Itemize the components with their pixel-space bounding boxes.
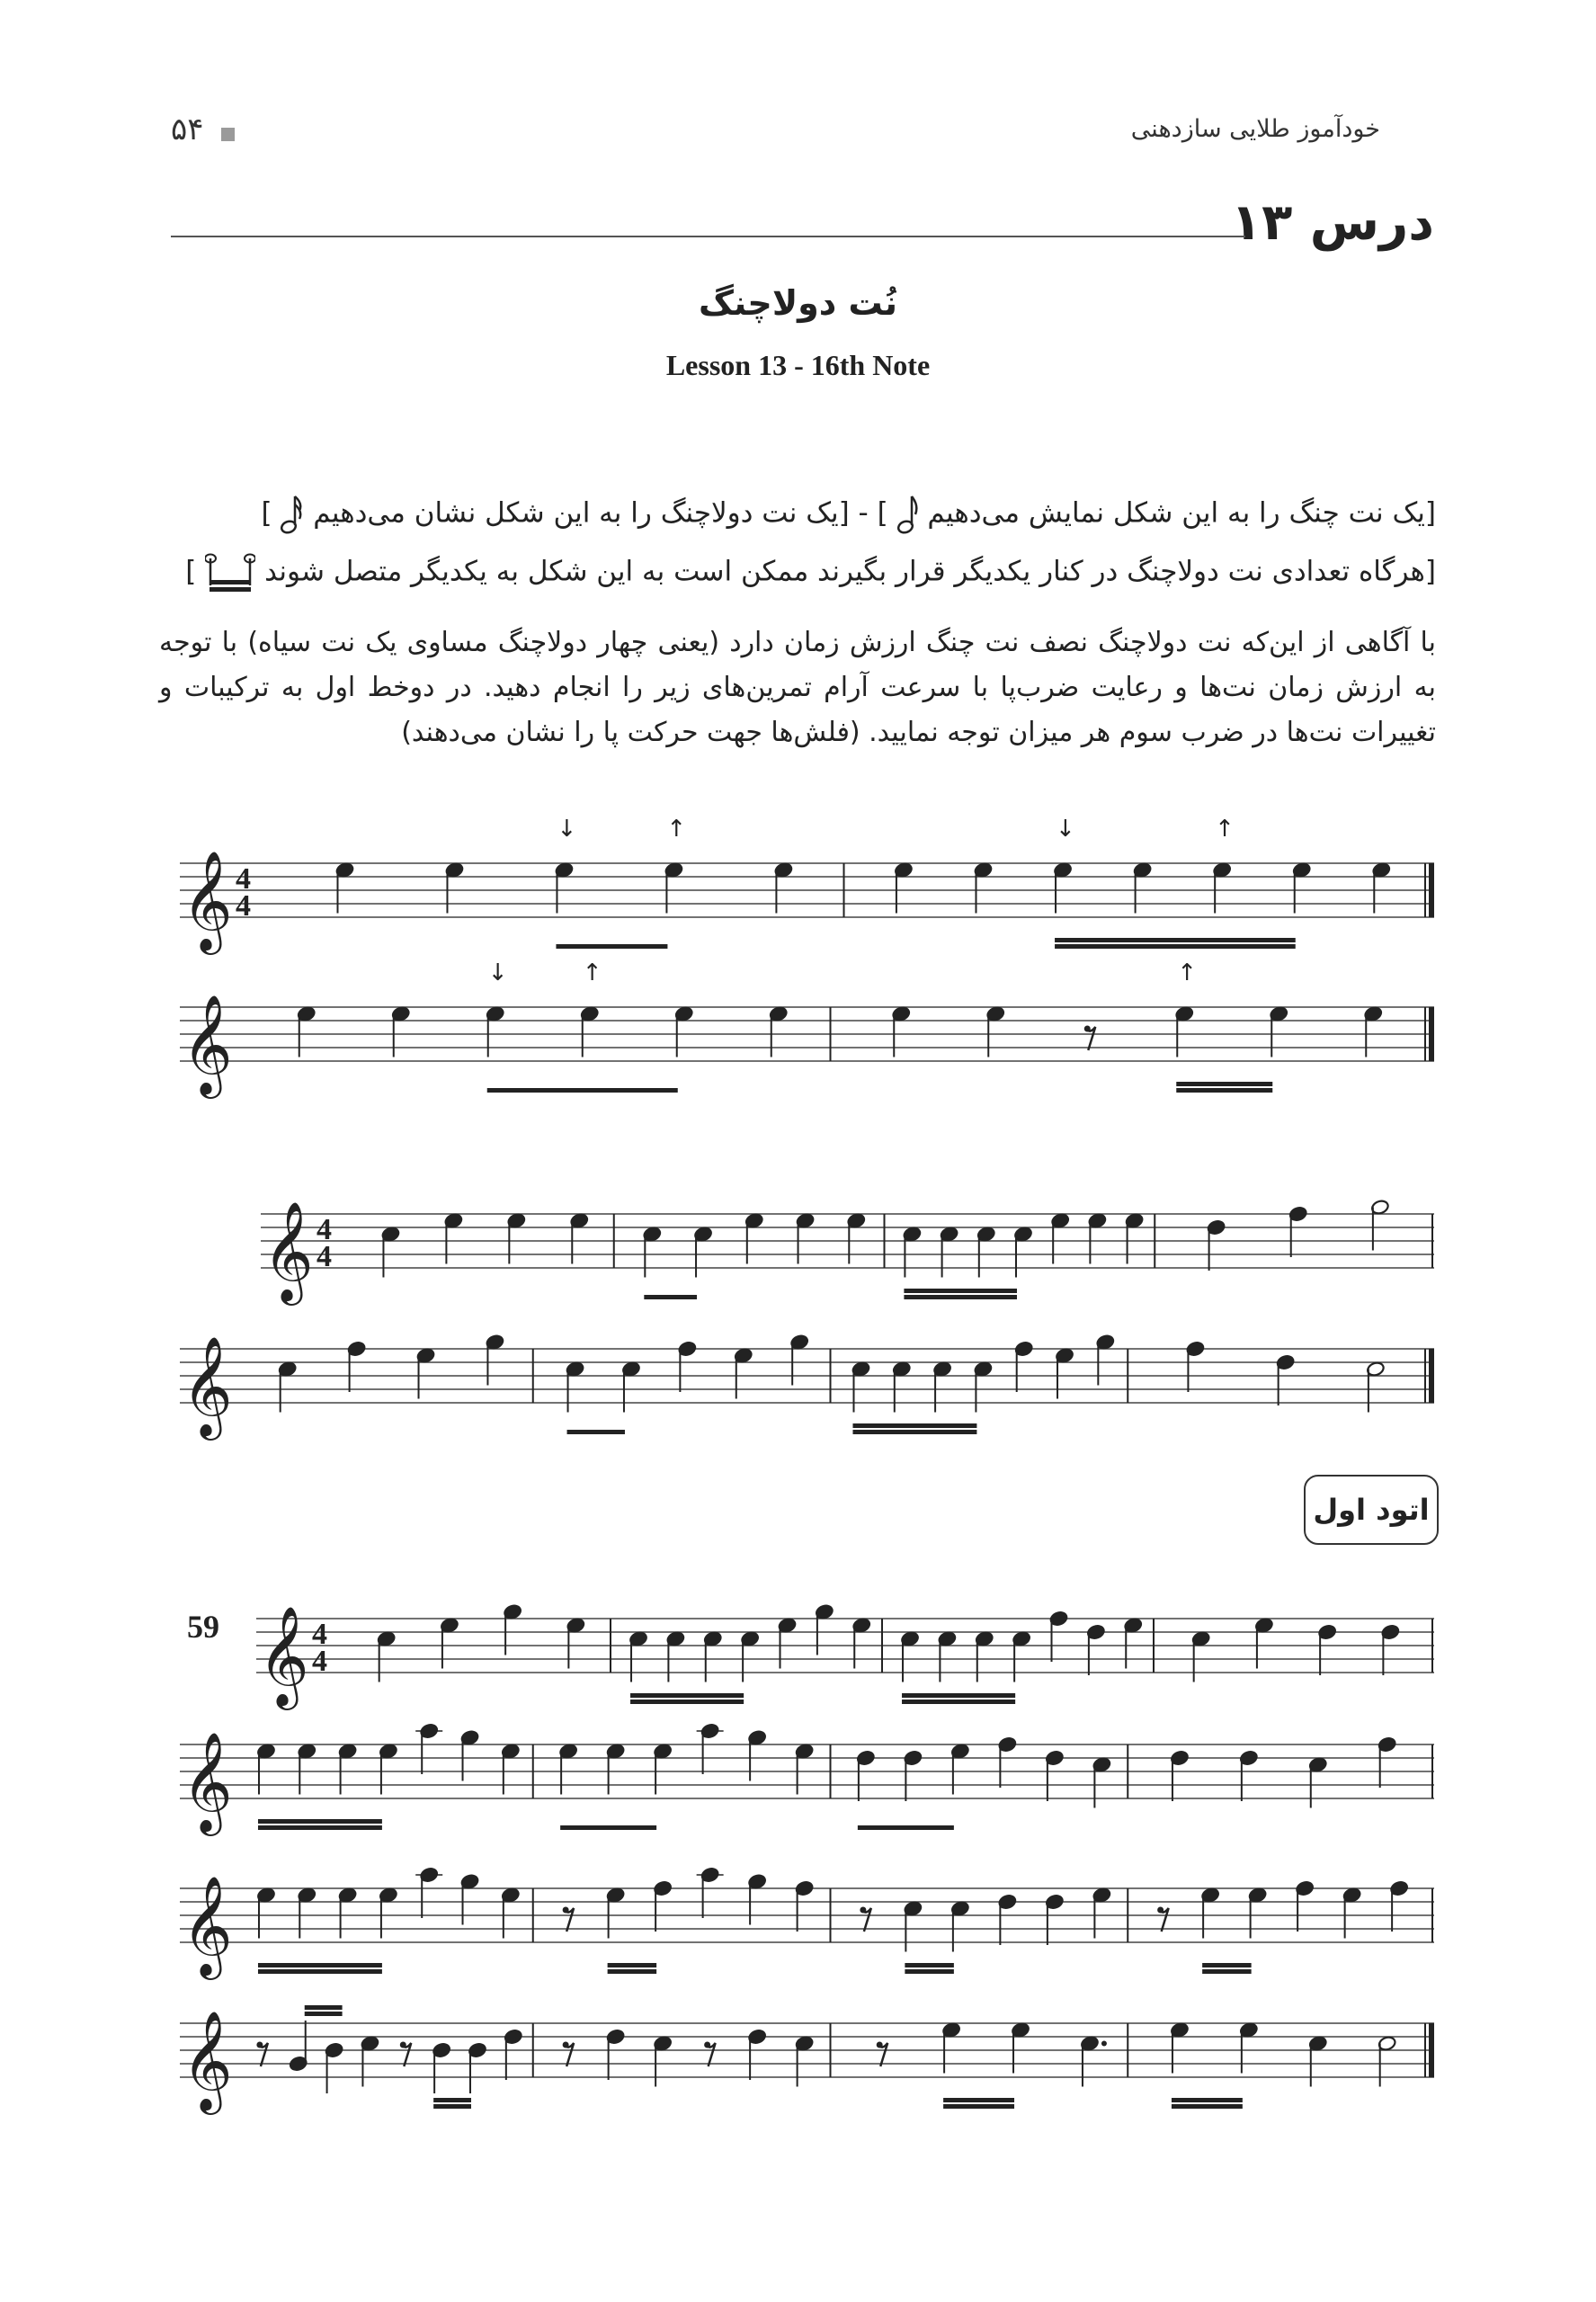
lesson-title-fa: نُت دولاچنگ: [699, 283, 897, 323]
staff-etude-2: [180, 1691, 1434, 1852]
time-signature-bottom: 4: [312, 1645, 327, 1678]
time-signature-top: 4: [236, 862, 251, 896]
arrow-down-icon: ↓: [487, 959, 508, 986]
eighth-rest-dot: [1084, 1026, 1091, 1032]
arrow-down-icon: ↓: [1056, 816, 1075, 843]
note-beam: [1202, 1963, 1252, 1967]
intro-line-1-text-a: [یک نت چنگ را به این شکل نمایش می‌دهیم: [927, 496, 1436, 530]
note-beam: [905, 1963, 954, 1967]
arrow-up-icon: ↑: [1215, 816, 1235, 843]
intro-line-2: [185, 553, 1436, 593]
note-beam: [608, 1963, 657, 1967]
treble-clef-icon: 𝄞: [258, 1605, 309, 1706]
time-signature-bottom: 4: [236, 889, 251, 923]
note-beam: [1055, 938, 1296, 942]
eighth-rest-dot: [563, 2042, 569, 2048]
time-signature-top: 4: [317, 1213, 332, 1246]
eighth-rest-dot: [860, 1907, 866, 1914]
intro-line-1-text-b: ] - [یک نت دولاچنگ را به این شکل نشان می‌دهیم: [313, 496, 888, 530]
staff-etude-4: [180, 1969, 1434, 2131]
note-beam: [943, 2098, 1014, 2102]
note-beam: [904, 1289, 1017, 1293]
arrow-up-icon: ↑: [582, 959, 602, 986]
staff-2: [180, 953, 1434, 1115]
note-beam: [852, 1430, 976, 1434]
note-beam: [258, 1819, 382, 1824]
header-square-ornament: [221, 128, 235, 141]
treble-clef-icon: 𝄞: [182, 1335, 233, 1436]
treble-clef-icon: 𝄞: [182, 1731, 233, 1832]
note-beam: [1176, 1088, 1272, 1093]
note-beam: [858, 1825, 954, 1830]
intro-paragraph: با آگاهی از این‌که نت دولاچنگ نصف نت چنگ ارزش زمان دارد (یعنی چهار دولاچنگ مساوی یک نت سیاه) با توجه به ارزش زمان نت‌ها و رعایت ضرب‌پا با سرعت آرام تمرین‌های زیر را انجام دهید. در دوخط اول به ترکیبات و تغییرات نت‌ها در ضرب سوم هر میزان توجه نمایید. (فلش‌ها جهت حرکت پا را نشان می‌دهند): [159, 627, 1436, 748]
eighth-rest-dot: [256, 2042, 263, 2048]
note-beam: [433, 2098, 471, 2102]
eighth-rest-dot: [1157, 1907, 1164, 1914]
note-beam: [560, 1825, 656, 1830]
eighth-rest-dot: [563, 1907, 569, 1914]
note-beam: [487, 1088, 678, 1093]
note-beam: [305, 2005, 343, 2010]
time-signature-bottom: 4: [317, 1240, 332, 1273]
final-barline: [1429, 863, 1434, 917]
etude-label-box: اتود اول: [1304, 1475, 1439, 1545]
final-barline: [1429, 1349, 1434, 1403]
final-barline: [1429, 1007, 1434, 1061]
treble-clef-icon: 𝄞: [182, 994, 233, 1094]
arrow-up-icon: ↑: [1177, 959, 1198, 986]
note-beam: [852, 1423, 976, 1428]
staff-1: [180, 809, 1434, 971]
dot: [1101, 2041, 1107, 2047]
page-number: ۵۴: [171, 112, 204, 147]
staff-4: [180, 1295, 1434, 1457]
sixteenth-note-icon: [281, 493, 304, 536]
arrow-down-icon: ↓: [557, 816, 577, 843]
note-beam: [258, 1825, 382, 1830]
heading-rule: [171, 236, 1245, 237]
final-barline: [1429, 2023, 1434, 2077]
intro-line-2-text-a: [هرگاه تعدادی نت دولاچنگ در کنار یکدیگر قرار بگیرند ممکن است به این شکل به یکدیگر متصل شوند: [264, 555, 1436, 588]
note-beam: [1172, 2104, 1243, 2109]
note-beam: [258, 1963, 382, 1967]
eighth-rest-dot: [400, 2042, 406, 2048]
lesson-title-en: Lesson 13 - 16th Note: [665, 349, 931, 381]
time-signature-top: 4: [312, 1618, 327, 1651]
note-beam: [556, 944, 667, 949]
note-beam: [943, 2104, 1014, 2109]
note-beam: [305, 2012, 343, 2016]
intro-line-1-text-c: ]: [261, 496, 272, 530]
treble-clef-icon: 𝄞: [182, 850, 233, 950]
treble-clef-icon: 𝄞: [182, 1875, 233, 1976]
note-beam: [1172, 2098, 1243, 2102]
treble-clef-icon: 𝄞: [182, 2010, 233, 2110]
beamed-sixteenths-icon: [205, 553, 255, 593]
note-beam: [567, 1430, 625, 1434]
measure-number: 59: [187, 1609, 219, 1645]
eighth-note-icon: [897, 493, 919, 536]
eighth-rest-dot: [877, 2042, 883, 2048]
running-title: خودآموز طلایی سازدهنی: [1130, 115, 1380, 143]
intro-line-2-text-b: ]: [185, 555, 197, 588]
note-beam: [1176, 1082, 1272, 1086]
lesson-heading: درس ۱۳: [1230, 193, 1434, 252]
arrow-up-icon: ↑: [666, 816, 687, 843]
intro-line-1: [261, 493, 1436, 536]
treble-clef-icon: 𝄞: [263, 1200, 314, 1301]
note-beam: [433, 2104, 471, 2109]
note-beam: [1055, 944, 1296, 949]
eighth-rest-dot: [704, 2042, 710, 2048]
